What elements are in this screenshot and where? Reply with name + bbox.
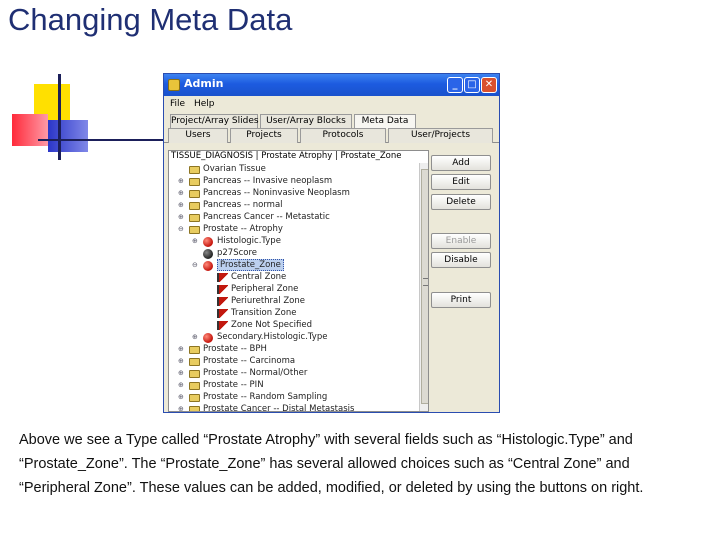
folder-icon [189,358,200,366]
tree-node-label[interactable]: Prostate -- Normal/Other [203,368,308,378]
expand-toggle-icon[interactable]: ⊕ [192,333,198,341]
flag-icon [217,321,228,330]
folder-icon [189,202,200,210]
tree-row[interactable] [169,356,419,368]
menu-help[interactable]: Help [194,99,215,109]
close-button[interactable]: ✕ [481,77,497,93]
expand-toggle-icon[interactable]: ⊕ [178,369,184,377]
tab-project-array-slides[interactable]: Project/Array Slides [170,114,258,129]
decorative-logo [0,70,170,170]
logo-red-square [12,114,48,146]
folder-icon [189,178,200,186]
tree-node-label[interactable]: Periurethral Zone [231,296,305,306]
admin-window [163,73,500,413]
app-icon [168,79,180,91]
tree-node-label[interactable]: Histologic.Type [217,236,281,246]
slide-title: Changing Meta Data [8,2,293,37]
tree-row[interactable] [169,164,419,176]
flag-icon [217,297,228,306]
collapse-toggle-icon[interactable]: ⊖ [192,261,198,269]
tree-row[interactable] [169,188,419,200]
flag-icon [217,273,228,282]
expand-toggle-icon[interactable]: ⊕ [178,381,184,389]
tree-node-label[interactable]: Prostate -- Atrophy [203,224,283,234]
tab-user-array-blocks[interactable]: User/Array Blocks [260,114,352,129]
tree-row[interactable] [169,224,419,236]
logo-blue-square [48,120,88,152]
vertical-scrollbar[interactable] [419,163,429,411]
edit-button[interactable]: Edit [431,174,491,190]
tree-node-label[interactable]: Zone Not Specified [231,320,312,330]
tab-protocols[interactable]: Protocols [300,128,386,143]
tree-node-label[interactable]: Prostate -- Random Sampling [203,392,328,402]
tree-node-label[interactable]: Ovarian Tissue [203,164,266,174]
tree-row[interactable] [169,212,419,224]
expand-toggle-icon[interactable]: ⊕ [178,393,184,401]
tree-node-label[interactable]: Prostate -- PIN [203,380,264,390]
folder-icon [189,346,200,354]
expand-toggle-icon[interactable]: ⊕ [178,345,184,353]
folder-icon [189,370,200,378]
window-titlebar[interactable] [164,74,499,96]
tab-users[interactable]: Users [168,128,228,143]
enable-button[interactable]: Enable [431,233,491,249]
tree-node-label[interactable]: Prostate -- Carcinoma [203,356,296,366]
tree-node-label[interactable]: Transition Zone [231,308,297,318]
folder-icon [189,226,200,234]
expand-toggle-icon[interactable]: ⊕ [178,201,184,209]
tab-meta-data[interactable]: Meta Data [354,114,416,129]
tree-node-label[interactable]: Peripheral Zone [231,284,299,294]
scrollbar-grip [423,278,428,286]
dark-ball-icon [203,249,213,259]
add-button[interactable]: Add [431,155,491,171]
expand-toggle-icon[interactable]: ⊕ [178,357,184,365]
tree-node-label[interactable]: Prostate Cancer -- Distal Metastasis [203,404,355,412]
window-title: Admin [184,77,224,90]
folder-icon [189,166,200,174]
tree-row[interactable] [169,200,419,212]
flag-icon [217,309,228,318]
tree-row[interactable] [169,272,419,284]
tree-row[interactable] [169,332,419,344]
tree-row[interactable] [169,260,419,272]
tree-row[interactable] [169,344,419,356]
slide-caption: Above we see a Type called “Prostate Atrophy” with several fields such as “Histologic.Type” and “Prostate_Zone”. The “Prostate_Zone” has several allowed choices such as “Central Zone” and “Peripheral Zone”. These values can be added, modified, or deleted by using the buttons on right. [19,432,644,496]
tree-row[interactable] [169,296,419,308]
tree-node-label[interactable]: p27Score [217,248,258,258]
tree-row[interactable] [169,308,419,320]
expand-toggle-icon[interactable]: ⊕ [178,189,184,197]
tree-row[interactable] [169,380,419,392]
expand-toggle-icon[interactable]: ⊕ [178,213,184,221]
maximize-button[interactable]: □ [464,77,480,93]
logo-horizontal-line [38,139,170,141]
tree-row[interactable] [169,320,419,332]
tree-node-label[interactable]: Pancreas -- normal [203,200,283,210]
tree-row[interactable] [169,176,419,188]
logo-vertical-line [58,74,61,160]
tree-row[interactable] [169,404,419,412]
disable-button[interactable]: Disable [431,252,491,268]
red-ball-icon [203,261,213,271]
folder-icon [189,382,200,390]
folder-icon [189,190,200,198]
tree-node-label[interactable]: Secondary.Histologic.Type [217,332,328,342]
menu-file[interactable]: File [170,99,186,109]
red-ball-icon [203,237,213,247]
tree-node-label[interactable]: Prostate_Zone [217,259,284,271]
tree-node-label[interactable]: Prostate -- BPH [203,344,267,354]
tree-row[interactable] [169,368,419,380]
expand-toggle-icon[interactable]: ⊕ [178,405,184,412]
menu-bar [164,96,499,113]
expand-toggle-icon[interactable]: ⊕ [178,177,184,185]
tree-row[interactable] [169,392,419,404]
tree-node-label[interactable]: Central Zone [231,272,287,282]
tab-row-1 [164,114,499,129]
metadata-tree-panel [168,150,429,412]
minimize-button[interactable]: _ [447,77,463,93]
tree-path-header: TISSUE_DIAGNOSIS | Prostate Atrophy | Prostate_Zone [171,151,402,161]
tree-row[interactable] [169,248,419,260]
tab-row-2 [164,128,499,143]
tree-node-label[interactable]: Pancreas -- Invasive neoplasm [203,176,333,186]
folder-icon [189,214,200,222]
tab-user-projects[interactable]: User/Projects [388,128,493,143]
tab-projects[interactable]: Projects [230,128,298,143]
tree-row[interactable] [169,236,419,248]
tree-node-label[interactable]: Pancreas Cancer -- Metastatic [203,212,330,222]
flag-icon [217,285,228,294]
delete-button[interactable]: Delete [431,194,491,210]
collapse-toggle-icon[interactable]: ⊖ [178,225,184,233]
tree-node-label[interactable]: Pancreas -- Noninvasive Neoplasm [203,188,350,198]
scrollbar-thumb[interactable] [421,169,429,404]
red-ball-icon [203,333,213,343]
folder-icon [189,406,200,412]
folder-icon [189,394,200,402]
expand-toggle-icon[interactable]: ⊕ [192,237,198,245]
tree-row[interactable] [169,284,419,296]
print-button[interactable]: Print [431,292,491,308]
